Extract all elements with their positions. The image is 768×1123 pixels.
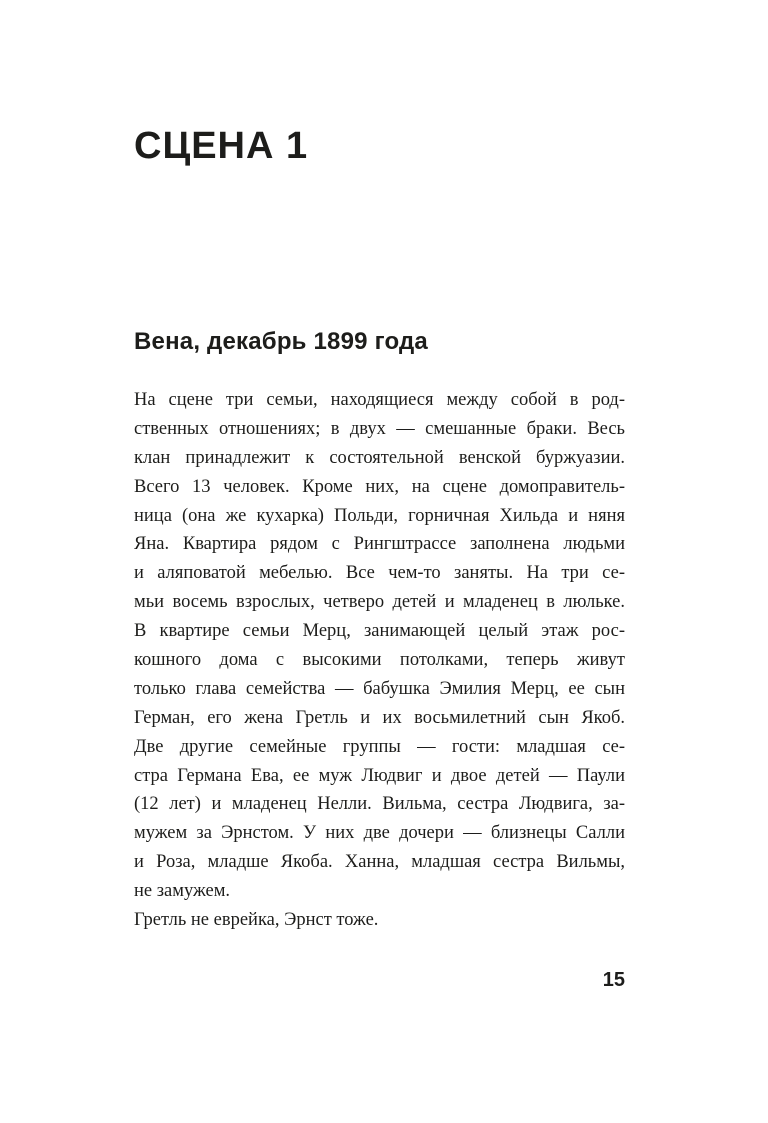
body-line: В квартире семьи Мерц, занимающей целый этаж рос- bbox=[134, 621, 625, 642]
body-line: и Роза, младше Якоба. Ханна, младшая сестра Вильмы, bbox=[134, 852, 625, 873]
section-title: Вена, декабрь 1899 года bbox=[134, 328, 428, 355]
body-line: Гретль не еврейка, Эрнст тоже. bbox=[134, 910, 379, 931]
body-line: кошного дома с высокими потолками, теперь живут bbox=[134, 650, 625, 671]
body-line: не замужем. bbox=[134, 881, 231, 902]
body-line: клан принадлежит к состоятельной венской буржуазии. bbox=[134, 447, 625, 468]
body-line: ница (она же кухарка) Польди, горничная Хильда и няня bbox=[134, 505, 625, 526]
body-line: На сцене три семьи, находящиеся между собой в род- bbox=[134, 390, 625, 410]
body-text bbox=[134, 386, 625, 935]
body-line: ственных отношениях; в двух — смешанные браки. Весь bbox=[134, 418, 625, 439]
body-line: и аляповатой мебелью. Все чем-то заняты. На три се- bbox=[134, 563, 625, 584]
body-line: только глава семейства — бабушка Эмилия Мерц, ее сын bbox=[134, 678, 625, 699]
body-line: Яна. Квартира рядом с Рингштрассе заполнена людьми bbox=[134, 534, 625, 555]
body-line: мьи восемь взрослых, четверо детей и младенец в люльке. bbox=[134, 592, 625, 613]
body-line: мужем за Эрнстом. У них две дочери — близнецы Салли bbox=[134, 823, 625, 844]
body-line: Две другие семейные группы — гости: младшая се- bbox=[134, 736, 625, 757]
page-number: 15 bbox=[602, 969, 625, 991]
body-line: (12 лет) и младенец Нелли. Вильма, сестра Людвига, за- bbox=[134, 794, 625, 815]
chapter-title: СЦЕНА 1 bbox=[134, 125, 309, 167]
body-line: Герман, его жена Гретль и их восьмилетний сын Якоб. bbox=[134, 707, 625, 728]
body-line: стра Германа Ева, ее муж Людвиг и двое детей — Паули bbox=[134, 765, 625, 786]
body-line: Всего 13 человек. Кроме них, на сцене домоправитель- bbox=[134, 476, 625, 497]
